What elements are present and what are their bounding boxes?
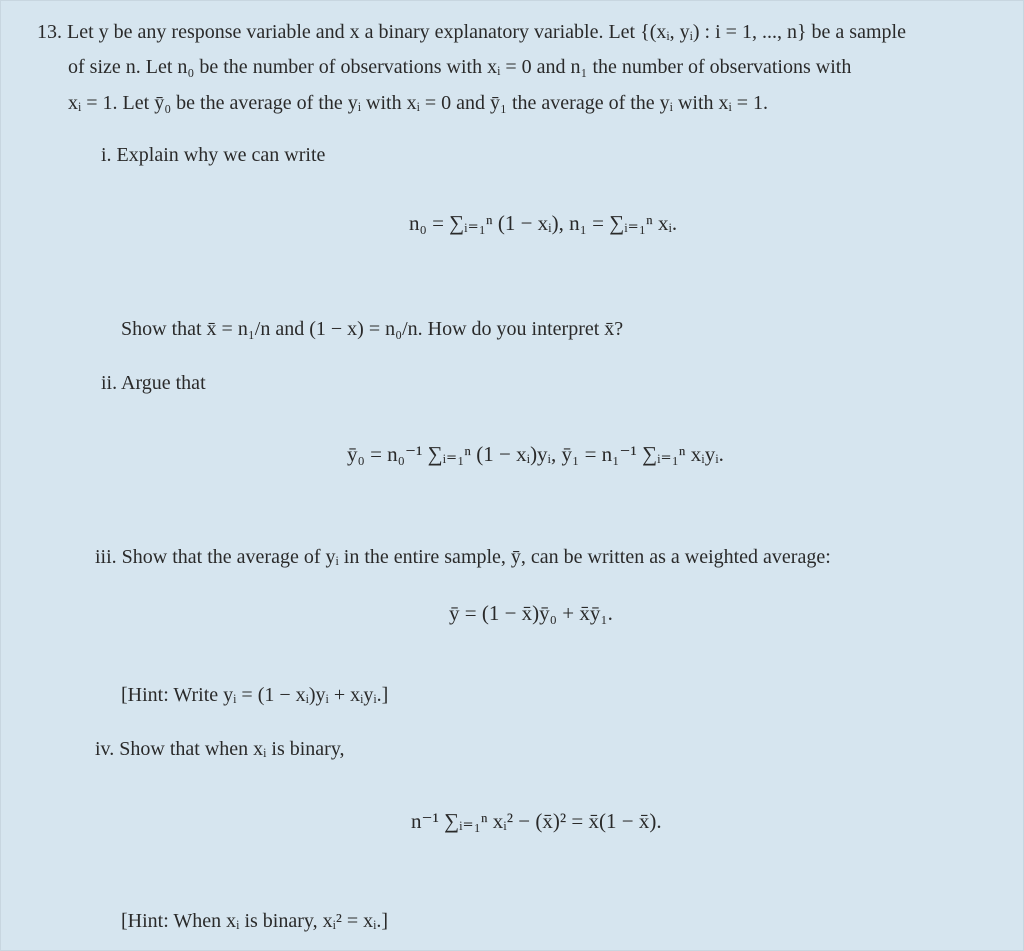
intro-line-2: of size n. Let n₀ be the number of observations with xᵢ = 0 and n₁ the number of observations with [68, 56, 852, 78]
part-iii-label: iii. Show that the average of yᵢ in the entire sample, ȳ, can be written as a weighted average: [95, 546, 831, 568]
equation-4: n⁻¹ ∑ᵢ₌₁ⁿ xᵢ² − (x̄)² = x̄(1 − x̄). [411, 809, 662, 833]
part-iv-label: iv. Show that when xᵢ is binary, [95, 738, 345, 760]
equation-1: n₀ = ∑ᵢ₌₁ⁿ (1 − xᵢ), n₁ = ∑ᵢ₌₁ⁿ xᵢ. [409, 211, 678, 235]
part-i-label: i. Explain why we can write [101, 144, 326, 166]
problem-number: 13. [37, 21, 62, 43]
part-iv-hint: [Hint: When xᵢ is binary, xᵢ² = xᵢ.] [121, 910, 389, 932]
part-ii-label: ii. Argue that [101, 372, 206, 394]
equation-3: ȳ = (1 − x̄)ȳ₀ + x̄ȳ₁. [449, 601, 613, 625]
intro-text-1: Let y be any response variable and x a binary explanatory variable. Let {(xᵢ, yᵢ) : i = 1, ..., n} be a sample [67, 21, 906, 43]
intro-line-1 [37, 20, 906, 44]
equation-2: ȳ₀ = n₀⁻¹ ∑ᵢ₌₁ⁿ (1 − xᵢ)yᵢ, ȳ₁ = n₁⁻¹ ∑ᵢ₌₁ⁿ xᵢyᵢ. [347, 442, 724, 466]
part-i-show: Show that x̄ = n₁/n and (1 − x) = n₀/n. How do you interpret x̄? [121, 318, 624, 340]
intro-line-3: xᵢ = 1. Let ȳ₀ be the average of the yᵢ with xᵢ = 0 and ȳ₁ the average of the yᵢ with xᵢ = 1. [68, 92, 769, 114]
part-iii-hint: [Hint: Write yᵢ = (1 − xᵢ)yᵢ + xᵢyᵢ.] [121, 684, 389, 706]
